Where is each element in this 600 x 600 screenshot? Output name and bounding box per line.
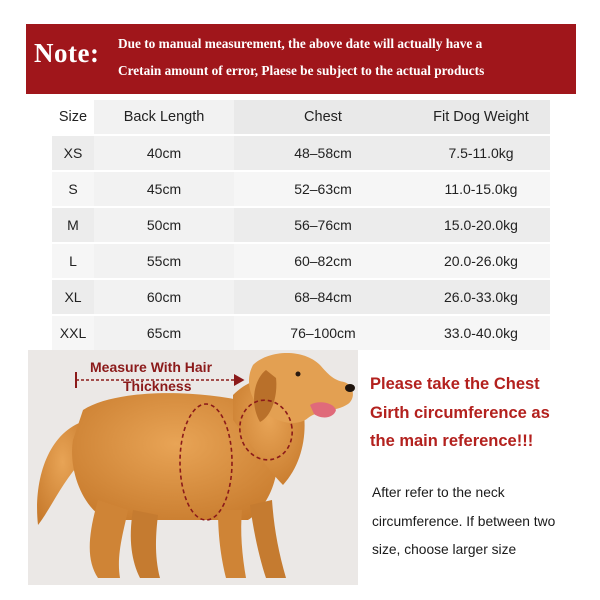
chest-cell: 76–100cm bbox=[234, 315, 412, 351]
table-row bbox=[52, 135, 550, 171]
chest-cell: 52–63cm bbox=[234, 171, 412, 207]
note-line-2: Cretain amount of error, Plaese be subject to the actual products bbox=[118, 63, 485, 78]
back-length-cell: 40cm bbox=[94, 135, 234, 171]
back-length-cell: 55cm bbox=[94, 243, 234, 279]
reference-line-3: the main reference!!! bbox=[370, 432, 534, 450]
size-cell: XXL bbox=[52, 315, 94, 351]
chest-cell: 56–76cm bbox=[234, 207, 412, 243]
header-back-length: Back Length bbox=[94, 100, 234, 135]
advice-line-3: size, choose larger size bbox=[372, 542, 517, 557]
measure-with-hair-label: Measure With Hair bbox=[90, 359, 213, 375]
reference-line-1: Please take the Chest bbox=[370, 375, 540, 393]
dog-illustration-panel bbox=[28, 350, 358, 585]
table-header-row bbox=[52, 100, 550, 135]
neck-circumference-advice bbox=[372, 479, 555, 565]
weight-cell: 33.0-40.0kg bbox=[412, 315, 550, 351]
table-row bbox=[52, 243, 550, 279]
chest-cell: 68–84cm bbox=[234, 279, 412, 315]
weight-cell: 11.0-15.0kg bbox=[412, 171, 550, 207]
table-row bbox=[52, 171, 550, 207]
dog-front-leg-2 bbox=[250, 500, 286, 578]
weight-cell: 15.0-20.0kg bbox=[412, 207, 550, 243]
size-cell: XL bbox=[52, 279, 94, 315]
header-chest: Chest bbox=[234, 100, 412, 135]
header-fit-dog-weight: Fit Dog Weight bbox=[412, 100, 550, 135]
size-cell: L bbox=[52, 243, 94, 279]
dog-eye bbox=[296, 372, 301, 377]
weight-cell: 7.5-11.0kg bbox=[412, 135, 550, 171]
header-size: Size bbox=[52, 100, 94, 135]
dog-front-leg bbox=[218, 510, 246, 578]
table-row bbox=[52, 279, 550, 315]
advice-line-2: circumference. If between two bbox=[372, 513, 556, 529]
size-chart-table bbox=[52, 100, 550, 352]
back-length-cell: 65cm bbox=[94, 315, 234, 351]
dog-back-leg bbox=[90, 500, 128, 578]
note-label: Note: bbox=[34, 38, 100, 68]
size-cell: M bbox=[52, 207, 94, 243]
weight-cell: 20.0-26.0kg bbox=[412, 243, 550, 279]
table-row bbox=[52, 207, 550, 243]
back-length-cell: 60cm bbox=[94, 279, 234, 315]
reference-line-2: Girth circumference as bbox=[370, 403, 550, 422]
chest-cell: 48–58cm bbox=[234, 135, 412, 171]
dog-illustration bbox=[28, 350, 358, 585]
weight-cell: 26.0-33.0kg bbox=[412, 279, 550, 315]
advice-line-1: After refer to the neck bbox=[372, 485, 505, 500]
note-banner bbox=[26, 24, 576, 94]
table-row bbox=[52, 315, 550, 351]
size-cell: XS bbox=[52, 135, 94, 171]
back-length-cell: 45cm bbox=[94, 171, 234, 207]
dog-back-leg-2 bbox=[131, 510, 160, 578]
dog-nose bbox=[345, 384, 355, 392]
note-line-1: Due to manual measurement, the above date will actually have a bbox=[118, 36, 483, 51]
back-length-cell: 50cm bbox=[94, 207, 234, 243]
size-cell: S bbox=[52, 171, 94, 207]
thickness-label: Thickness bbox=[123, 378, 192, 394]
chest-girth-reference-note bbox=[370, 370, 550, 456]
chest-cell: 60–82cm bbox=[234, 243, 412, 279]
